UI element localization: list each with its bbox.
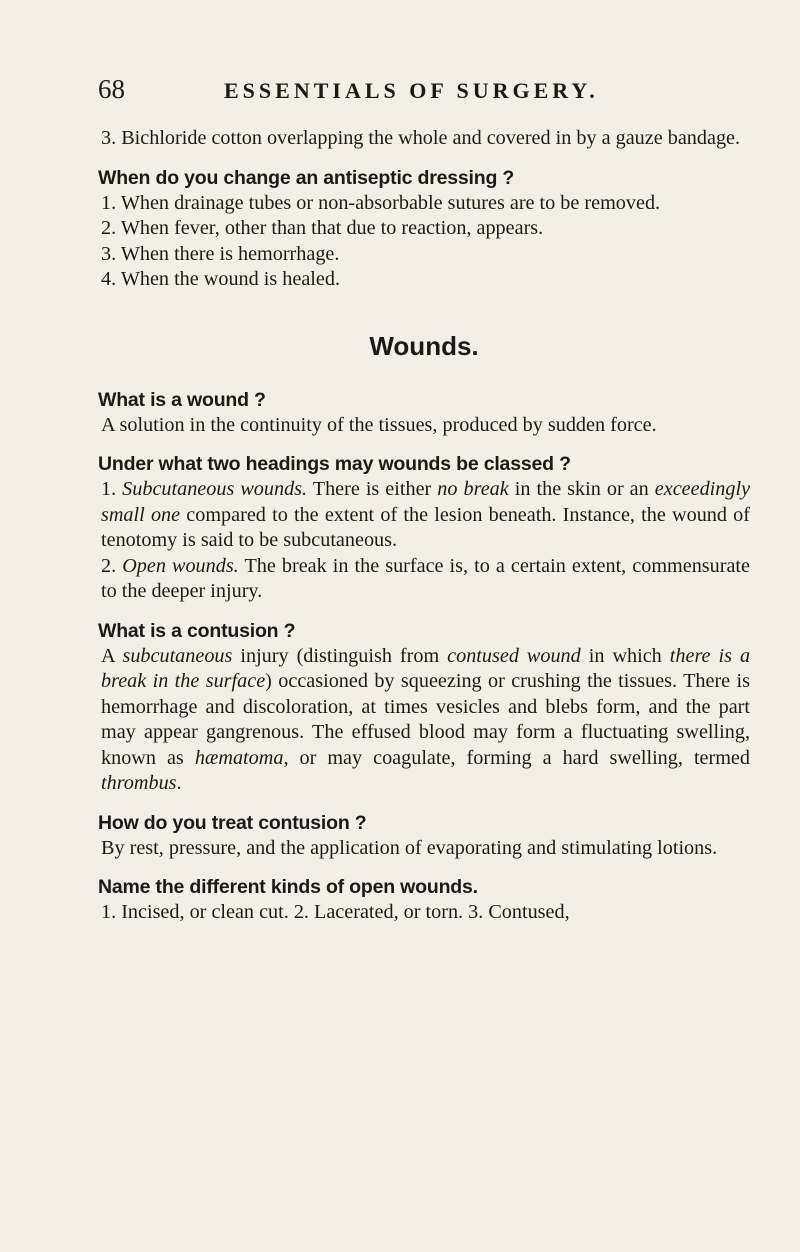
running-head: [98, 74, 750, 110]
question-what-is-contusion: What is a contusion ?: [98, 619, 296, 642]
term-open-wounds: Open wounds.: [122, 554, 239, 577]
text-segment: compared to the extent of the lesion beneath. Instance, the wound of tenotomy is said to be subcutaneous.: [101, 503, 750, 551]
emphasis-contused-wound: contused wound: [447, 644, 581, 667]
emphasis-exceedingly-small: exceedingly small one: [101, 478, 751, 526]
dressing-item-3: 3. Bichloride cotton overlapping the whole and covered in by a gauze bandage.: [101, 127, 741, 149]
item-number: 1.: [101, 478, 117, 500]
text-segment: in the skin or an: [514, 478, 649, 500]
headings-item-1: [98, 477, 750, 554]
item-number: 2.: [101, 554, 117, 577]
term-subcutaneous-wounds: Subcutaneous wounds.: [122, 478, 308, 500]
question-treat-contusion: How do you treat contusion ?: [98, 811, 367, 834]
question-change-dressing: When do you change an antiseptic dressing ?: [98, 166, 515, 189]
emphasis-no-break: no break: [437, 478, 509, 500]
emphasis-haematoma: hæmatoma: [194, 746, 284, 769]
headings-item-2: [98, 554, 750, 605]
text-segment: ) occasioned by squeezing or crushing the tissues. There is hemorrhage and discoloration, at times vesicles and blebs form, and the part may appear gangrenous. The effused blood may form a fluctuating swelling, known as: [101, 670, 750, 769]
text-segment: A: [101, 644, 115, 667]
text-segment: There is either: [312, 478, 432, 500]
question-kinds-open-wounds: Name the different kinds of open wounds.: [98, 876, 478, 898]
text-segment: .: [176, 772, 182, 794]
emphasis-break-in-surface: there is a break in the surface: [101, 644, 751, 692]
section-title-wounds: Wounds.: [369, 330, 479, 361]
change-item-4: 4. When the wound is healed.: [101, 268, 341, 290]
answer-treat-contusion: By rest, pressure, and the application of evaporating and stimulating lotions.: [101, 836, 718, 859]
change-item-1: 1. When drainage tubes or non-absorbable sutures are to be removed.: [101, 191, 661, 214]
question-what-is-wound: What is a wound ?: [98, 388, 266, 411]
text-segment: injury (distinguish from: [240, 644, 440, 667]
change-item-3: 3. When there is hemorrhage.: [101, 242, 340, 265]
text-segment: in which: [588, 644, 662, 667]
emphasis-thrombus: thrombus: [101, 772, 177, 794]
answer-contusion: [98, 644, 750, 797]
text-segment: The break in the surface is, to a certain extent, commensurate to the deeper injury.: [101, 554, 750, 602]
answer-what-is-wound: A solution in the continuity of the tissues, produced by sudden force.: [101, 413, 657, 436]
answer-kinds-open-wounds: 1. Incised, or clean cut. 2. Lacerated, or torn. 3. Contused,: [101, 901, 570, 923]
change-item-2: 2. When fever, other than that due to reaction, appears.: [101, 217, 544, 239]
question-wound-headings: Under what two headings may wounds be classed ?: [98, 453, 571, 475]
running-title: ESSENTIALS OF SURGERY.: [224, 78, 599, 103]
page-number: 68: [98, 74, 125, 104]
book-page: [98, 74, 750, 926]
emphasis-subcutaneous: subcutaneous: [122, 644, 233, 667]
text-segment: , or may coagulate, forming a hard swelling, termed: [283, 746, 750, 769]
